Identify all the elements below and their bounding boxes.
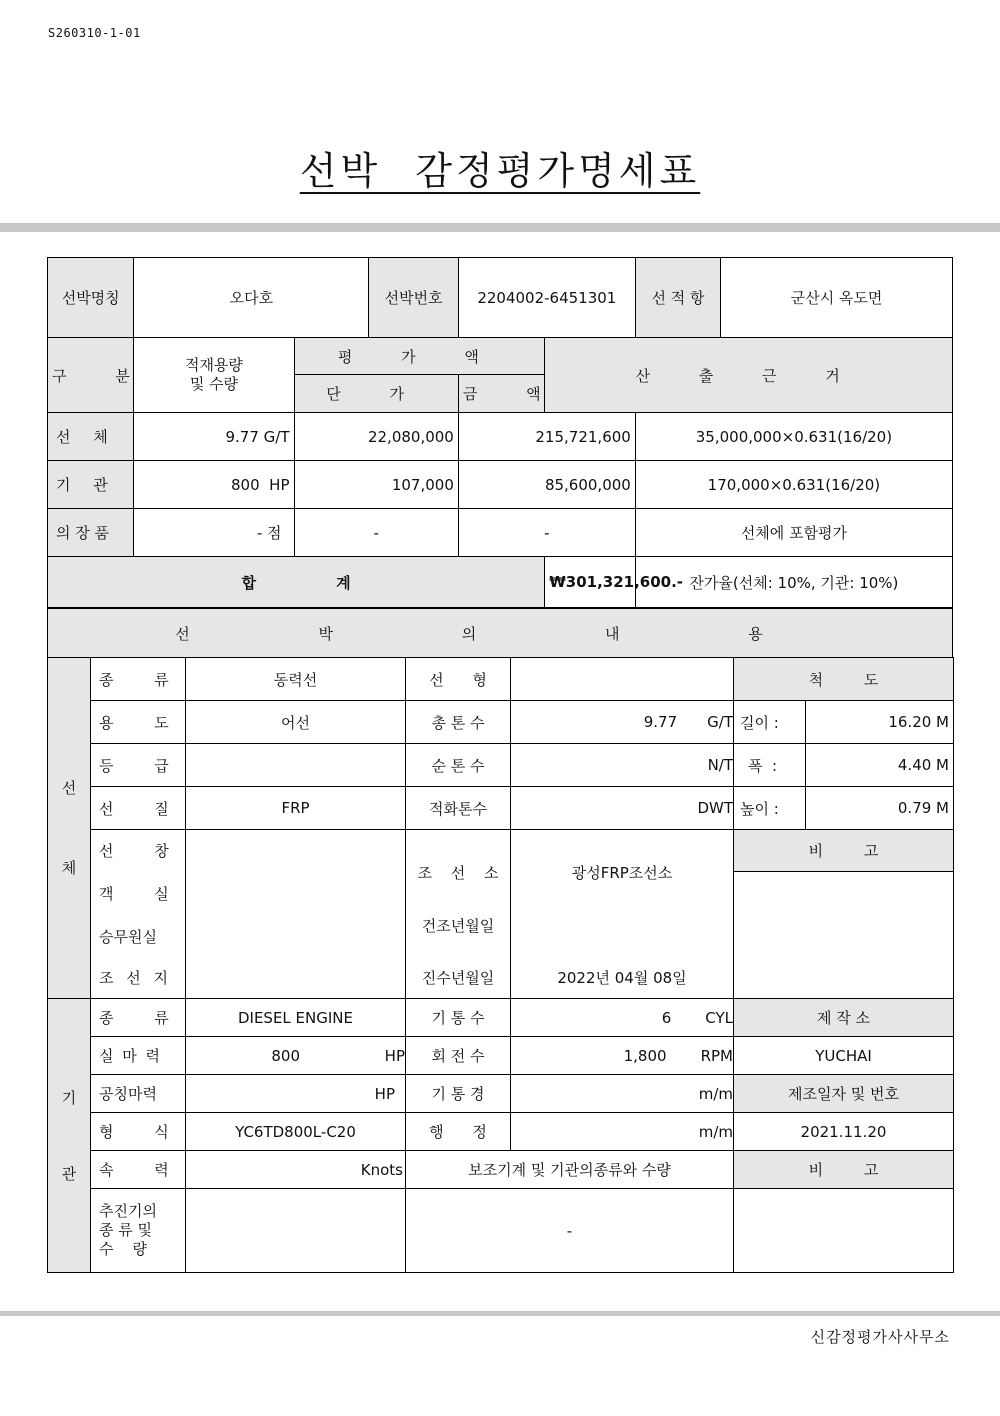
hull-type-label: 종 류 — [91, 658, 186, 701]
bore-unit: m/m — [511, 1075, 734, 1113]
length-label: 길이 : — [734, 701, 806, 744]
row-label-hull: 선 체 — [48, 413, 134, 461]
gross-tonnage-unit: G/T — [707, 713, 733, 731]
crew-quarters-label: 승무원실 — [91, 915, 186, 958]
vessel-number-value: 2204002-6451301 — [458, 258, 635, 338]
port-label: 선 적 항 — [635, 258, 720, 338]
total-note: 잔가율(선체: 10%, 기관: 10%) — [635, 557, 952, 608]
manufacture-date-value: 2021.11.20 — [734, 1113, 954, 1151]
maker-value: YUCHAI — [734, 1037, 954, 1075]
total-label: 합 계 — [48, 557, 545, 608]
cylinders-label: 기 통 수 — [406, 999, 511, 1037]
cylinders-value: 6 — [661, 1008, 672, 1027]
net-tonnage-label: 순 톤 수 — [406, 744, 511, 787]
launch-date-value: 2022년 04월 08일 — [511, 958, 734, 999]
table-row — [48, 509, 953, 557]
amount-header: 금 액 — [458, 375, 544, 413]
table-row — [48, 413, 953, 461]
details-table — [47, 657, 954, 1273]
propeller-label: 추진기의 종 류 및 수 량 — [91, 1189, 186, 1273]
category-header: 구 분 — [48, 338, 134, 413]
engine-type-label: 종 류 — [91, 999, 186, 1037]
gross-tonnage-value: 9.77 — [643, 713, 678, 731]
actual-power-cell — [186, 1037, 406, 1075]
vessel-number-label: 선박번호 — [369, 258, 459, 338]
actual-power-label: 실 마 력 — [91, 1037, 186, 1075]
row-unit-price: 22,080,000 — [294, 413, 458, 461]
row-basis: 170,000×0.631(16/20) — [635, 461, 952, 509]
engine-remarks-value — [734, 1189, 954, 1273]
vessel-name-label: 선박명칭 — [48, 258, 134, 338]
dimension-header: 척 도 — [734, 658, 954, 701]
cargo-tonnage-label: 적화톤수 — [406, 787, 511, 830]
basis-header: 산 출 근 거 — [545, 338, 953, 413]
rpm-cell — [511, 1037, 734, 1075]
bore-label: 기 통 경 — [406, 1075, 511, 1113]
bottom-divider — [0, 1311, 1000, 1316]
vessel-name-value: 오다호 — [134, 258, 369, 338]
speed-label: 속 력 — [91, 1151, 186, 1189]
net-tonnage-unit: N/T — [511, 744, 734, 787]
valuation-header: 평 가 액 — [294, 338, 545, 375]
actual-power-unit: HP — [384, 1046, 405, 1065]
row-amount: - — [458, 509, 635, 557]
rpm-unit: RPM — [700, 1046, 733, 1065]
stroke-unit: m/m — [511, 1113, 734, 1151]
port-value: 군산시 옥도면 — [721, 258, 953, 338]
hull-misc-values — [186, 830, 406, 999]
hull-use-value: 어선 — [186, 701, 406, 744]
rpm-value: 1,800 — [623, 1046, 667, 1065]
engine-model-label: 형 식 — [91, 1113, 186, 1151]
engine-type-value: DIESEL ENGINE — [186, 999, 406, 1037]
table-row — [48, 461, 953, 509]
unit-price-header: 단 가 — [294, 375, 458, 413]
cylinders-unit: CYL — [705, 1008, 733, 1027]
rpm-label: 회 전 수 — [406, 1037, 511, 1075]
document-id: S260310-1-01 — [48, 26, 141, 40]
hull-use-label: 용 도 — [91, 701, 186, 744]
built-date-value — [511, 915, 734, 958]
engine-model-value: YC6TD800L-C20 — [186, 1113, 406, 1151]
engine-section-label: 기 관 — [48, 999, 91, 1273]
hull-section-label: 선 체 — [48, 658, 91, 999]
row-amount: 85,600,000 — [458, 461, 635, 509]
details-heading: 선 박 의 내 용 — [48, 609, 953, 658]
width-label: 폭 : — [734, 744, 806, 787]
top-divider — [0, 223, 1000, 232]
build-place-label: 조 선 지 — [91, 958, 186, 999]
nominal-power-label: 공칭마력 — [91, 1075, 186, 1113]
hull-remarks-value — [734, 872, 954, 999]
hull-type-value: 동력선 — [186, 658, 406, 701]
hold-label: 선 창 — [91, 830, 186, 872]
auxiliary-value: - — [406, 1189, 734, 1273]
built-date-label: 건조년월일 — [406, 915, 511, 958]
row-basis: 35,000,000×0.631(16/20) — [635, 413, 952, 461]
actual-power-value: 800 — [271, 1046, 300, 1065]
evaluation-table — [47, 257, 953, 608]
nominal-power-unit: HP — [186, 1075, 406, 1113]
hull-grade-value — [186, 744, 406, 787]
page-title: 선박 감정평가명세표 — [299, 149, 701, 193]
row-unit-price: - — [294, 509, 458, 557]
total-row — [48, 557, 953, 608]
hull-form-value — [511, 658, 734, 701]
auxiliary-header: 보조기계 및 기관의종류와 수량 — [406, 1151, 734, 1189]
length-value: 16.20 M — [806, 701, 954, 744]
shipyard-label: 조 선 소 — [406, 830, 511, 915]
manufacture-date-header: 제조일자 및 번호 — [734, 1075, 954, 1113]
height-label: 높이 : — [734, 787, 806, 830]
row-amount: 215,721,600 — [458, 413, 635, 461]
shipyard-value: 광성FRP조선소 — [511, 830, 734, 915]
page-title-wrap — [0, 140, 1000, 195]
capacity-header: 적재용량 및 수량 — [134, 338, 294, 413]
cargo-tonnage-unit: DWT — [511, 787, 734, 830]
hull-material-label: 선 질 — [91, 787, 186, 830]
details-heading-table — [47, 608, 953, 658]
gross-tonnage-label: 총 톤 수 — [406, 701, 511, 744]
office-name: 신감정평가사사무소 — [810, 1328, 950, 1346]
row-basis: 선체에 포함평가 — [635, 509, 952, 557]
row-qty: 800 HP — [134, 461, 294, 509]
speed-unit: Knots — [186, 1151, 406, 1189]
hull-remarks-header: 비 고 — [734, 830, 954, 872]
row-qty: - 점 — [134, 509, 294, 557]
hull-form-label: 선 형 — [406, 658, 511, 701]
maker-header: 제 작 소 — [734, 999, 954, 1037]
cabin-label: 객 실 — [91, 872, 186, 915]
height-value: 0.79 M — [806, 787, 954, 830]
cylinders-cell — [511, 999, 734, 1037]
engine-remarks-header: 비 고 — [734, 1151, 954, 1189]
row-qty: 9.77 G/T — [134, 413, 294, 461]
launch-date-label: 진수년월일 — [406, 958, 511, 999]
stroke-label: 행 정 — [406, 1113, 511, 1151]
propeller-value — [186, 1189, 406, 1273]
hull-material-value: FRP — [186, 787, 406, 830]
gross-tonnage-cell — [511, 701, 734, 744]
hull-grade-label: 등 급 — [91, 744, 186, 787]
row-label-outfitting: 의 장 품 — [48, 509, 134, 557]
row-label-engine: 기 관 — [48, 461, 134, 509]
row-unit-price: 107,000 — [294, 461, 458, 509]
total-amount: ₩301,321,600.- — [545, 557, 636, 608]
width-value: 4.40 M — [806, 744, 954, 787]
